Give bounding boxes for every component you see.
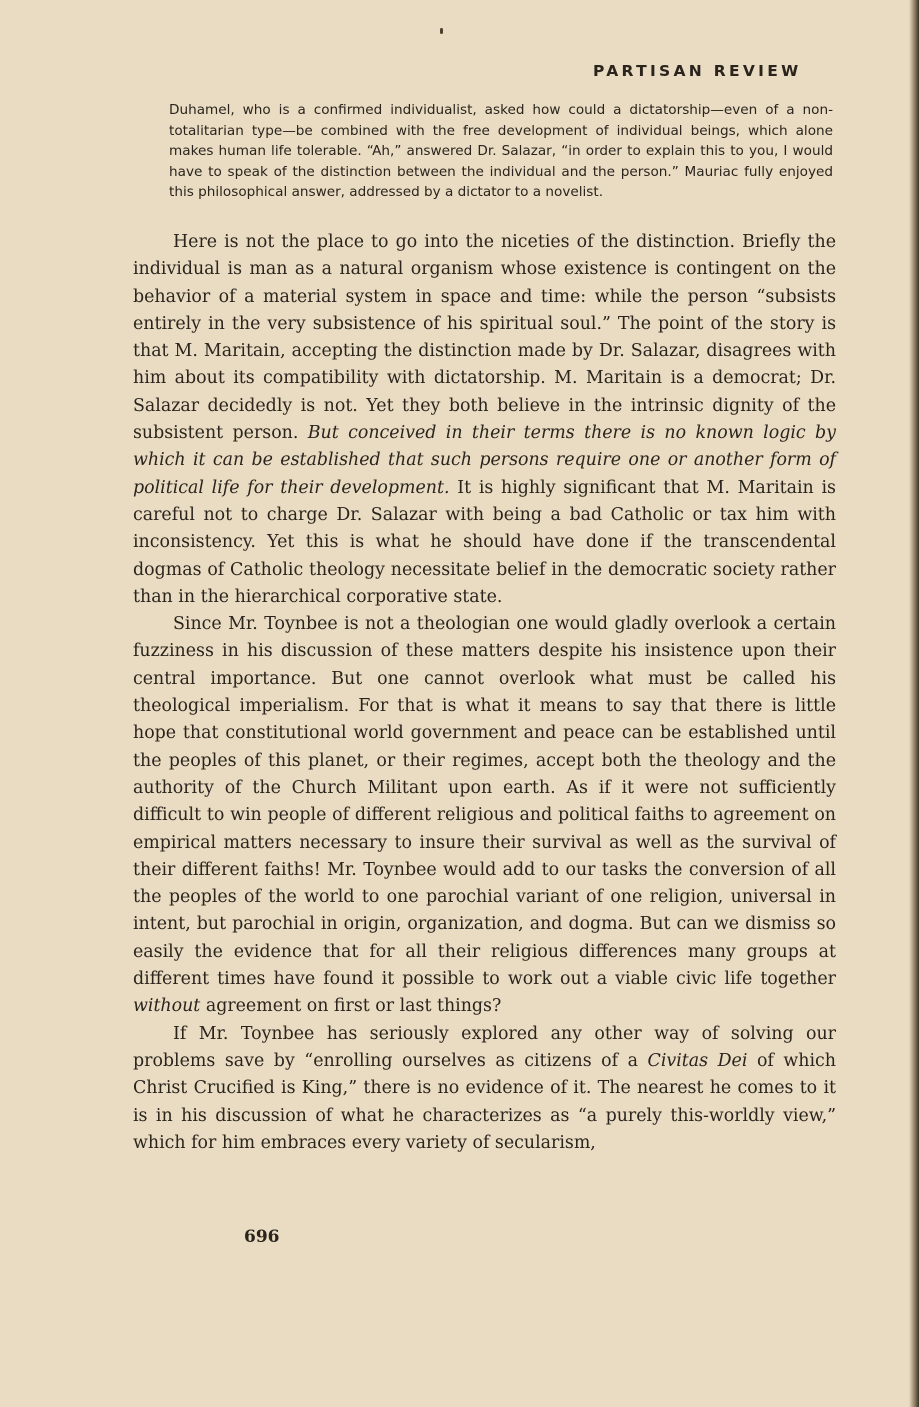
paragraph-3	[133, 1021, 836, 1157]
ink-speck	[440, 28, 443, 34]
paragraph-3-text-b: of which Christ Crucified is King,” there is no evidence of it. The nearest he comes to it is in his discussion of what he characterizes as “a purely this-worldly view,” which for him embraces every variety of secularism,	[133, 1050, 836, 1153]
paragraph-1	[133, 229, 836, 611]
page-number: 696	[244, 1227, 280, 1247]
footnote-text: Duhamel, who is a confirmed individualist, asked how could a dictatorship—even of a non-totalitarian type—be combined with the free development of individual beings, which alone makes human life tolerable. “Ah,” answered Dr. Salazar, “in order to explain this to you, I would have to speak of the distinction between the individual and the person.” Mauriac fully enjoyed this philosophical answer, addressed by a dictator to a novelist.	[169, 102, 833, 201]
paragraph-2	[133, 611, 836, 1020]
paragraph-2-text-a: Since Mr. Toynbee is not a theologian one would gladly overlook a certain fuzziness in his discussion of these matters despite his insistence upon their central importance. But one cannot overlook what must be called his theological imperialism. For that is what it means to say that there is little hope that constitutional world government and peace can be established until the peoples of this planet, or their regimes, accept both the theology and the authority of the Church Militant upon earth. As if it were not sufficiently difficult to win people of different religious and political faiths to agreement on empirical matters necessary to insure their survival as well as the survival of their different faiths! Mr. Toynbee would add to our tasks the conversion of all the peoples of the world to one parochial variant of one religion, universal in intent, but parochial in origin, organization, and dogma. But can we dismiss so easily the evidence that for all their religious differences many groups at different times have found it possible to work out a viable civic life together	[133, 614, 836, 990]
page-edge-shadow	[909, 0, 919, 1407]
footnote-block	[133, 100, 833, 203]
paragraph-2-italic: without	[133, 996, 201, 1017]
paragraph-1-text-a: Here is not the place to go into the niceties of the distinction. Briefly the individual is man as a natural organism whose existence is contingent on the behavior of a material system in space and time: while the person “subsists entirely in the very subsistence of his spiritual soul.” The point of the story is that M. Maritain, accepting the distinction made by Dr. Salazar, disagrees with him about its compatibility with dictatorship. M. Maritain is a democrat; Dr. Salazar decidedly is not. Yet they both believe in the intrinsic dignity of the subsistent person.	[133, 232, 836, 444]
paragraph-1-text-b: It is highly significant that M. Maritain is careful not to charge Dr. Salazar with being a bad Catholic or tax him with inconsistency. Yet this is what he should have done if the transcendental dogmas of Catholic theology necessitate belief in the democratic society rather than in the hierarchical corporative state.	[133, 477, 836, 607]
paragraph-3-text-a: If Mr. Toynbee has seriously explored any other way of solving our problems save by “enrolling ourselves as citizens of a	[133, 1023, 836, 1071]
paragraph-3-italic: Civitas Dei	[647, 1050, 748, 1071]
running-head: PARTISAN REVIEW	[593, 62, 802, 80]
main-text	[133, 229, 836, 1157]
paragraph-1-italic: But conceived in their terms there is no known logic by which it can be established that such persons require one or another form of political life for their development.	[133, 423, 836, 498]
paragraph-2-text-b: agreement on first or last things?	[200, 996, 502, 1017]
